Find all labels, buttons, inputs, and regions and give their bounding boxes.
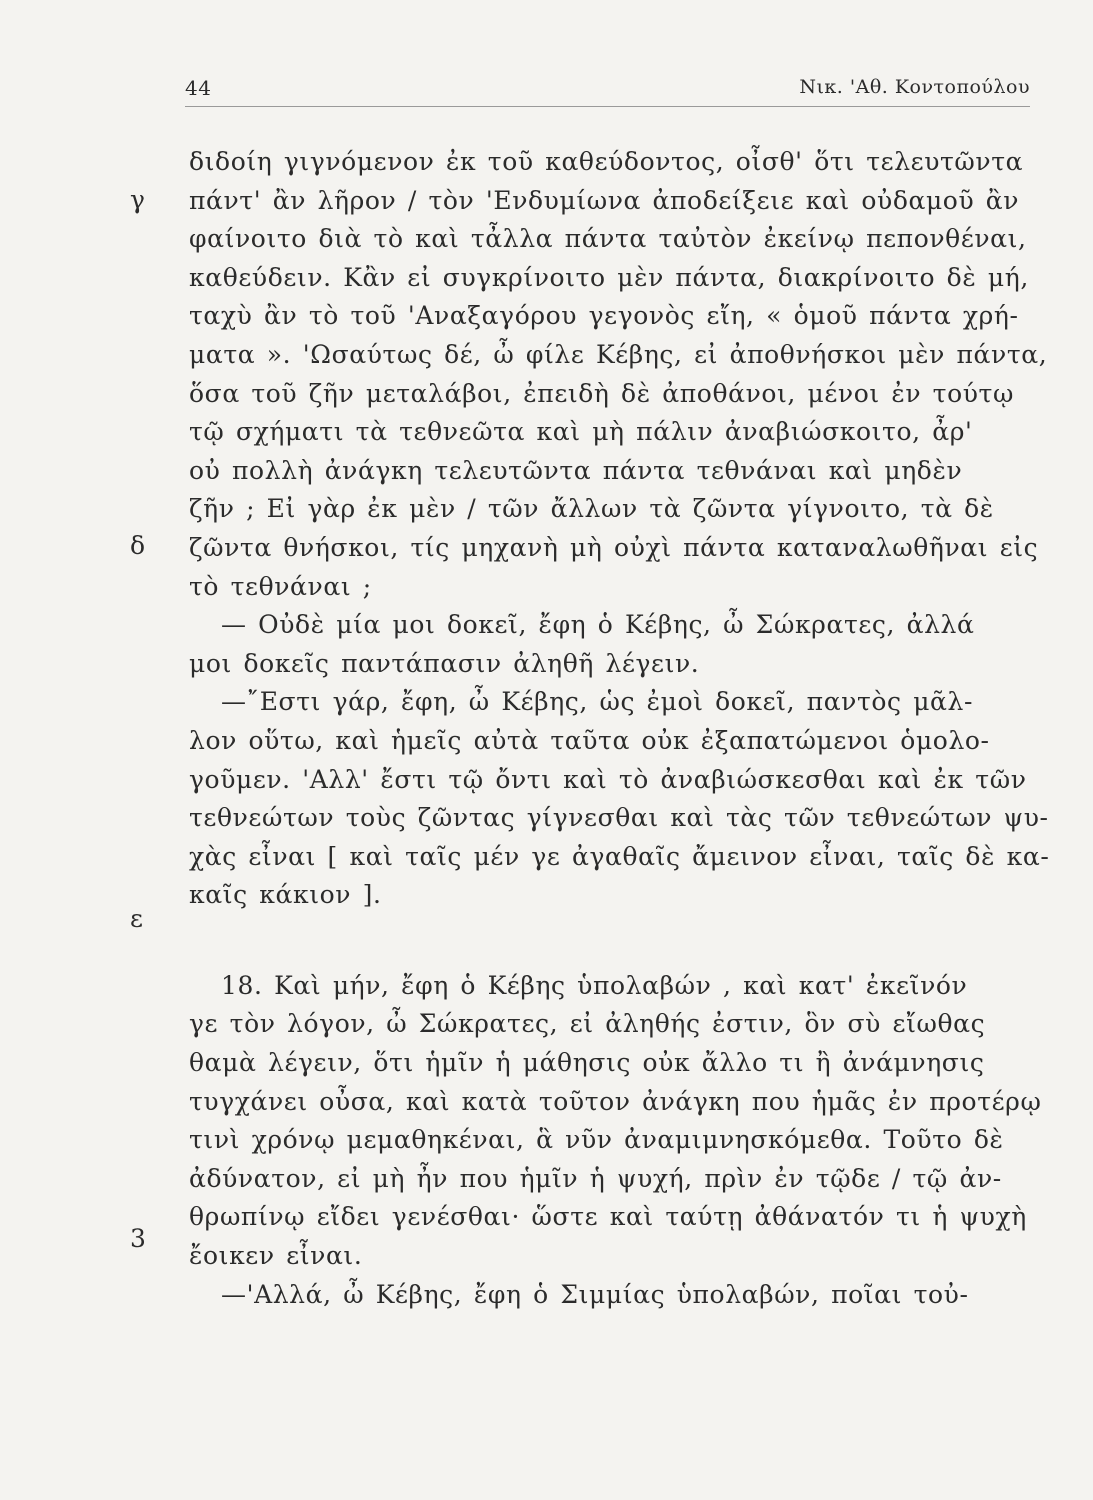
text-line: γοῦμεν. 'Αλλ' ἔστι τῷ ὄντι καὶ τὸ ἀναβιώσκεσθαι καὶ ἐκ τῶν	[189, 764, 1027, 794]
paragraph	[189, 1276, 1039, 1315]
text-line: καῖς κάκιον ].	[189, 880, 382, 910]
text-line: χὰς εἶναι [ καὶ ταῖς μέν γε ἀγαθαῖς ἄμεινον εἶναι, ταῖς δὲ κα-	[189, 841, 1050, 871]
text-line: τινὶ χρόνῳ μεμαθηκέναι, ἃ νῦν ἀναμιμνησκόμεθα. Τοῦτο δὲ	[189, 1125, 1004, 1155]
text-line: θρωπίνῳ εἴδει γενέσθαι· ὥστε καὶ ταύτῃ ἀθάνατόν τι ἡ ψυχὴ	[189, 1202, 1027, 1232]
text-line: φαίνοιτο διὰ τὸ καὶ τἆλλα πάντα ταὐτὸν ἐκείνῳ πεπονθέναι,	[189, 224, 1027, 254]
text-line: —῎Εστι γάρ, ἔφη, ὦ Κέβης, ὡς ἐμοὶ δοκεῖ, παντὸς μᾶλ-	[221, 687, 974, 717]
margin-marker-3: 3	[130, 1224, 146, 1253]
margin-marker-delta: δ	[130, 531, 146, 560]
paragraph	[189, 606, 1039, 683]
page-header	[185, 66, 1030, 107]
text-line: πάντ' ἂν λῆρον / τὸν 'Ενδυμίωνα ἀποδείξειε καὶ οὐδαμοῦ ἂν	[189, 185, 1020, 215]
text-line: θαμὰ λέγειν, ὅτι ἡμῖν ἡ μάθησις οὐκ ἄλλο τι ἢ ἀνάμνησις	[189, 1048, 985, 1078]
text-line: ζῶντα θνήσκοι, τίς μηχανὴ μὴ οὐχὶ πάντα καταναλωθῆναι εἰς	[189, 532, 1039, 562]
text-line: διδοίη γιγνόμενον ἐκ τοῦ καθεύδοντος, οἶσθ' ὅτι τελευτῶντα	[189, 147, 1024, 176]
paragraph	[189, 683, 1050, 915]
text-line: λον οὕτω, καὶ ἡμεῖς αὐτὰ ταῦτα οὐκ ἐξαπατώμενοι ὁμολο-	[189, 725, 990, 755]
text-line: ματα ». 'Ωσαύτως δέ, ὦ φίλε Κέβης, εἰ ἀποθνήσκοι μὲν πάντα,	[189, 339, 1048, 369]
text-line: τυγχάνει οὖσα, καὶ κατὰ τοῦτον ἀνάγκη που ἡμᾶς ἐν προτέρῳ	[189, 1086, 1042, 1116]
text-line: μοι δοκεῖς παντάπασιν ἀληθῆ λέγειν.	[189, 648, 700, 678]
text-line: γε τὸν λόγον, ὦ Σώκρατες, εἰ ἀληθής ἐστιν, ὃν σὺ εἴωθας	[189, 1009, 986, 1039]
paragraph	[189, 967, 1042, 1276]
text-line: ὅσα τοῦ ζῆν μεταλάβοι, ἐπειδὴ δὲ ἀποθάνοι, μένοι ἐν τούτῳ	[189, 378, 1014, 408]
margin-marker-epsilon: ε	[130, 904, 143, 933]
paragraph	[189, 143, 1048, 606]
text-line: οὐ πολλὴ ἀνάγκη τελευτῶντα πάντα τεθνάναι καὶ μηδὲν	[189, 455, 963, 485]
margin-marker-gamma: γ	[130, 185, 145, 214]
running-head: Νικ. 'Αθ. Κοντοπούλου	[799, 76, 1030, 98]
text-line: καθεύδειν. Κἂν εἰ συγκρίνοιτο μὲν πάντα, διακρίνοιτο δὲ μή,	[189, 262, 1029, 292]
text-line: —'Αλλά, ὦ Κέβης, ἔφη ὁ Σιμμίας ὑπολαβών, ποῖαι τοὐ-	[221, 1279, 969, 1309]
body-text	[189, 143, 1050, 1314]
text-line: 18. Καὶ μήν, ἔφη ὁ Κέβης ὑπολαβών , καὶ κατ' ἐκεῖνόν	[221, 970, 968, 1000]
text-line: τεθνεώτων τοὺς ζῶντας γίγνεσθαι καὶ τὰς τῶν τεθνεώτων ψυ-	[189, 803, 1049, 833]
paragraph-gap	[189, 915, 1039, 967]
text-line: ζῆν ; Εἰ γὰρ ἐκ μὲν / τῶν ἄλλων τὰ ζῶντα γίγνοιτο, τὰ δὲ	[189, 494, 994, 524]
text-line: τῷ σχήματι τὰ τεθνεῶτα καὶ μὴ πάλιν ἀναβιώσκοιτο, ἆρ'	[189, 417, 973, 447]
text-line: ταχὺ ἂν τὸ τοῦ 'Αναξαγόρου γεγονὸς εἴη, « ὁμοῦ πάντα χρή-	[189, 301, 1019, 331]
text-line: — Οὐδὲ μία μοι δοκεῖ, ἔφη ὁ Κέβης, ὦ Σώκρατες, ἀλλά	[221, 610, 975, 640]
text-line: τὸ τεθνάναι ;	[189, 571, 372, 601]
page-number: 44	[185, 76, 212, 100]
text-line: ἀδύνατον, εἰ μὴ ἦν που ἡμῖν ἡ ψυχή, πρὶν ἐν τῷδε / τῷ ἀν-	[189, 1163, 1002, 1193]
text-line: ἔοικεν εἶναι.	[189, 1241, 363, 1271]
